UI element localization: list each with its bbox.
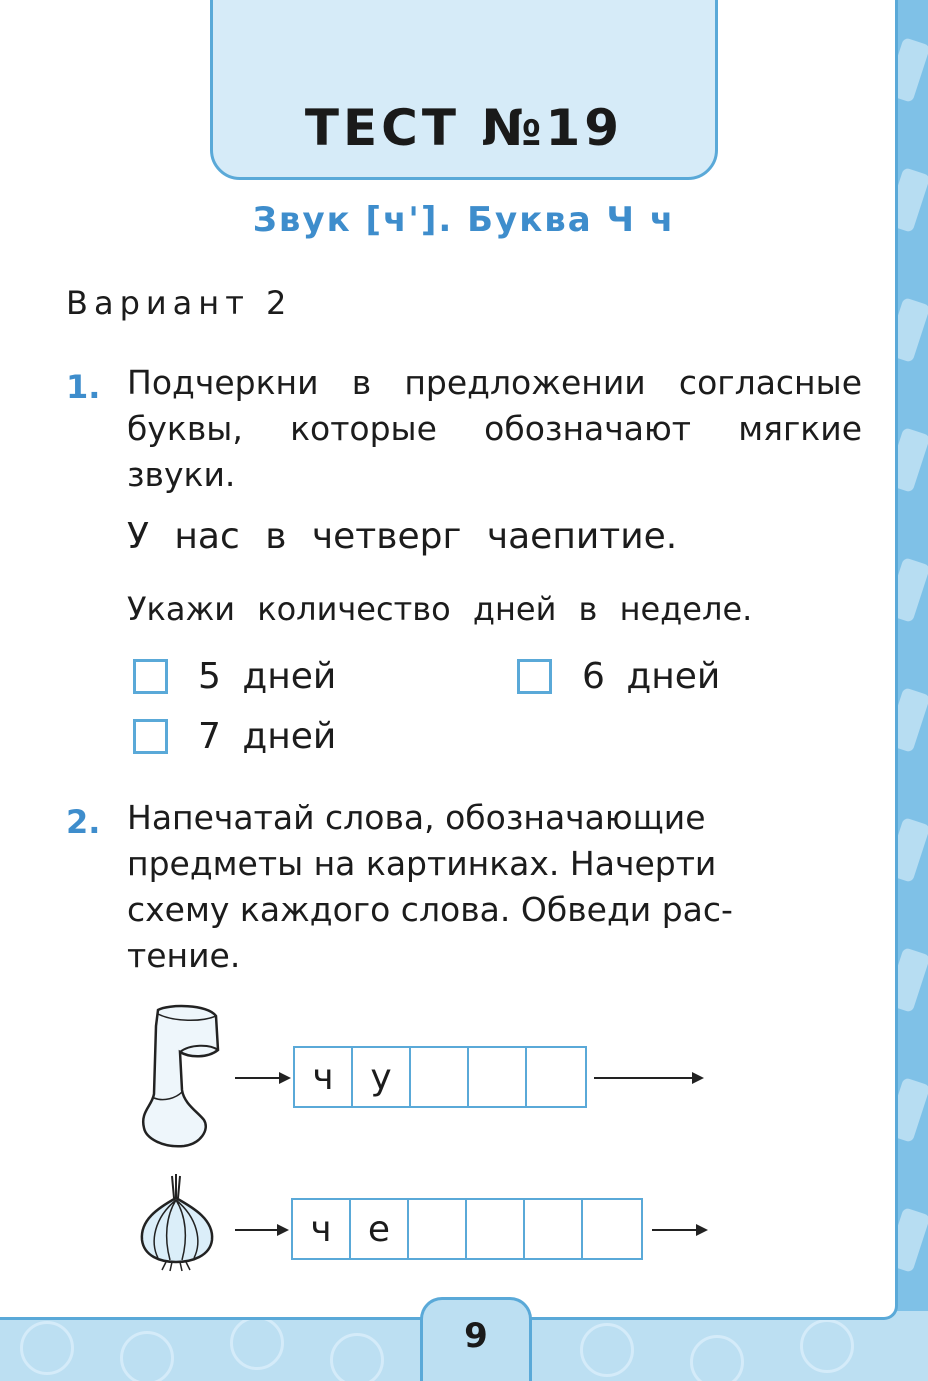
page-number-tab xyxy=(420,1297,532,1381)
option-label: 6 дней xyxy=(582,656,721,697)
task2-text xyxy=(127,795,862,979)
arrow-in xyxy=(235,1229,287,1231)
task1-text: Подчеркни в предложении согласные буквы, которые обозначают мягкие звуки. xyxy=(127,363,862,494)
letter-cell[interactable]: у xyxy=(353,1048,411,1106)
task1-question: Укажи количество дней в неделе. xyxy=(127,590,753,628)
letter-cell[interactable] xyxy=(525,1200,583,1258)
task2-line: предметы на картинках. Начерти xyxy=(127,844,717,883)
option-5-days[interactable] xyxy=(133,656,336,697)
letter-cell[interactable]: е xyxy=(351,1200,409,1258)
topic-subtitle: Звук [ч']. Буква Ч ч xyxy=(252,200,676,240)
option-label: 7 дней xyxy=(198,716,337,757)
checkbox[interactable] xyxy=(517,659,552,694)
sock-icon xyxy=(138,1002,228,1152)
option-6-days[interactable] xyxy=(517,656,720,697)
title-tab xyxy=(210,0,718,180)
garlic-icon xyxy=(136,1172,218,1272)
task1-number: 1. xyxy=(66,368,101,406)
task1-sentence: У нас в четверг чаепитие. xyxy=(127,516,678,557)
task2-number: 2. xyxy=(66,803,101,841)
arrow-in xyxy=(235,1077,289,1079)
letter-cell[interactable] xyxy=(583,1200,641,1258)
letter-cell[interactable] xyxy=(467,1200,525,1258)
letter-cell[interactable] xyxy=(527,1048,585,1106)
option-label: 5 дней xyxy=(198,656,337,697)
page-title: ТЕСТ №19 xyxy=(304,99,624,157)
word1-cells xyxy=(293,1046,587,1108)
letter-cell[interactable] xyxy=(469,1048,527,1106)
checkbox[interactable] xyxy=(133,719,168,754)
letter-cell[interactable] xyxy=(411,1048,469,1106)
word2-cells xyxy=(291,1198,643,1260)
arrow-out xyxy=(594,1077,702,1079)
checkbox[interactable] xyxy=(133,659,168,694)
task2-line: схему каждого слова. Обведи рас- xyxy=(127,890,733,929)
letter-cell[interactable] xyxy=(409,1200,467,1258)
task2-line: Напечатай слова, обозначающие xyxy=(127,798,706,837)
letter-cell[interactable]: ч xyxy=(293,1200,351,1258)
page-number: 9 xyxy=(464,1316,488,1356)
task2-line: тение. xyxy=(127,936,241,975)
option-7-days[interactable] xyxy=(133,716,336,757)
arrow-out xyxy=(652,1229,706,1231)
letter-cell[interactable]: ч xyxy=(295,1048,353,1106)
variant-label: Вариант 2 xyxy=(66,284,293,322)
